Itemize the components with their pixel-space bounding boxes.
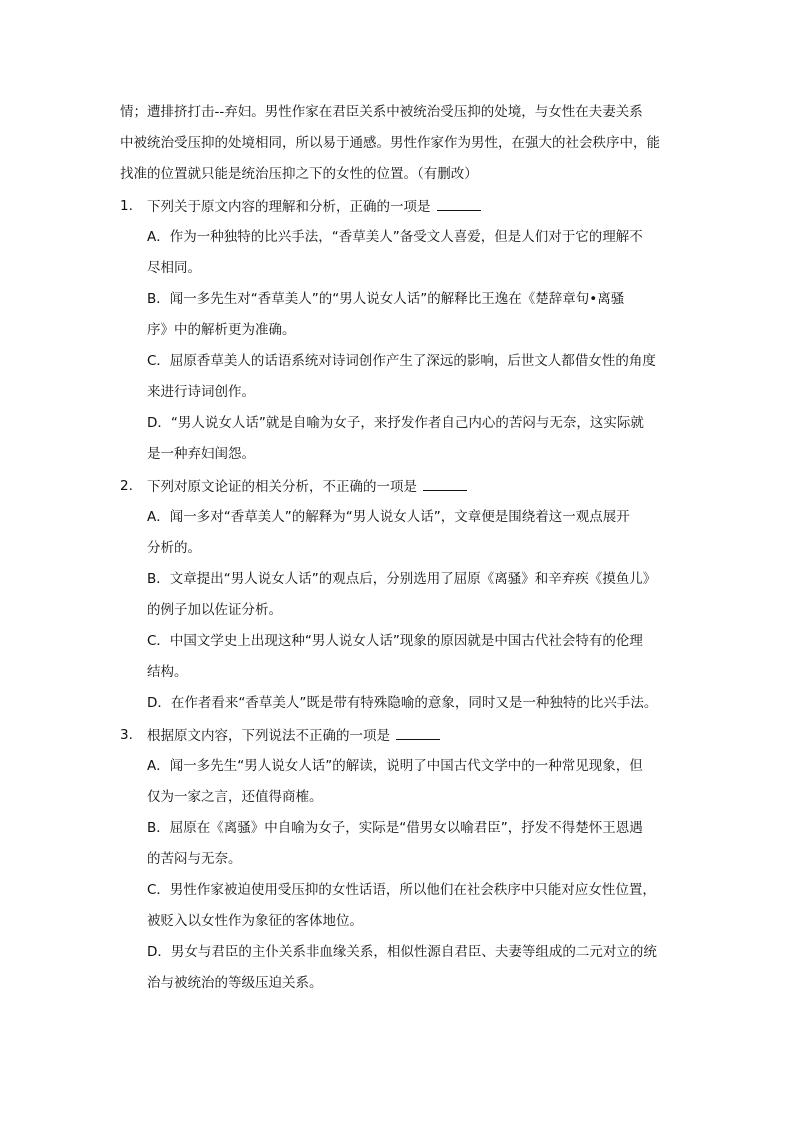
answer-blank bbox=[437, 196, 481, 211]
passage-line: 情；遭排挤打击--弃妇。男性作家在君臣关系中被统治受压抑的处境，与女性在夫妻关系 bbox=[120, 104, 643, 120]
option-c-line1: C．屈原香草美人的话语系统对诗词创作产生了深远的影响，后世文人都借女性的角度 bbox=[147, 353, 656, 369]
option-a-line2: 仅为一家之言，还值得商榷。 bbox=[147, 789, 323, 805]
option-d-line1: D．男女与君臣的主仆关系非血缘关系，相似性源自君臣、夫妻等组成的二元对立的统 bbox=[147, 944, 657, 960]
question-stem: 下列对原文论证的相关分析，不正确的一项是 bbox=[147, 476, 467, 496]
option-d-line1: D．“男人说女人话”就是自喻为女子，来抒发作者自己内心的苦闷与无奈，这实际就 bbox=[147, 415, 644, 431]
option-d-line2: 治与被统治的等级压迫关系。 bbox=[147, 975, 323, 991]
option-a-line1: A．闻一多对“香草美人”的解释为“男人说女人话”，文章便是围绕着这一观点展开 bbox=[147, 509, 630, 525]
option-c-line2: 被贬入以女性作为象征的客体地位。 bbox=[147, 913, 363, 929]
option-d-line1: D．在作者看来“香草美人”既是带有特殊隐喻的意象，同时又是一种独特的比兴手法。 bbox=[147, 695, 658, 711]
passage-line: 中被统治受压抑的处境相同，所以易于通感。男性作家作为男性，在强大的社会秩序中，能 bbox=[120, 135, 660, 151]
option-b-line2: 序》中的解析更为准确。 bbox=[147, 322, 296, 338]
option-b-line2: 的例子加以佐证分析。 bbox=[147, 602, 282, 618]
question-number: 1. bbox=[120, 198, 133, 214]
answer-blank bbox=[396, 725, 440, 740]
passage-line: 找准的位置就只能是统治压抑之下的女性的位置。（有删改） bbox=[120, 166, 478, 182]
question-number: 2. bbox=[120, 478, 133, 494]
option-d-line2: 是一种弃妇闺怨。 bbox=[147, 446, 255, 462]
option-b-line1: B．屈原在《离骚》中自喻为女子，实际是“借男女以喻君臣”，抒发不得楚怀王恩遇 bbox=[147, 820, 643, 836]
question-stem: 下列关于原文内容的理解和分析，正确的一项是 bbox=[147, 196, 481, 216]
option-a-line1: A．作为一种独特的比兴手法，“香草美人”备受文人喜爱，但是人们对于它的理解不 bbox=[147, 229, 643, 245]
answer-blank bbox=[423, 476, 467, 491]
option-b-line1: B．文章提出“男人说女人话”的观点后，分别选用了屈原《离骚》和辛弃疾《摸鱼儿》 bbox=[147, 571, 657, 587]
option-a-line2: 分析的。 bbox=[147, 540, 201, 556]
question-number: 3. bbox=[120, 727, 133, 743]
option-c-line2: 结构。 bbox=[147, 664, 188, 680]
option-a-line2: 尽相同。 bbox=[147, 260, 201, 276]
option-a-line1: A．闻一多先生“男人说女人话”的解读，说明了中国古代文学中的一种常见现象，但 bbox=[147, 758, 643, 774]
option-b-line2: 的苦闷与无奈。 bbox=[147, 851, 242, 867]
option-b-line1: B．闻一多先生对“香草美人”的“男人说女人话”的解释比王逸在《楚辞章句•离骚 bbox=[147, 291, 625, 307]
option-c-line1: C．男性作家被迫使用受压抑的女性话语，所以他们在社会秩序中只能对应女性位置， bbox=[147, 882, 656, 898]
option-c-line1: C．中国文学史上出现这种“男人说女人话”现象的原因就是中国古代社会特有的伦理 bbox=[147, 633, 643, 649]
question-stem: 根据原文内容，下列说法不正确的一项是 bbox=[147, 725, 440, 745]
option-c-line2: 来进行诗词创作。 bbox=[147, 384, 255, 400]
